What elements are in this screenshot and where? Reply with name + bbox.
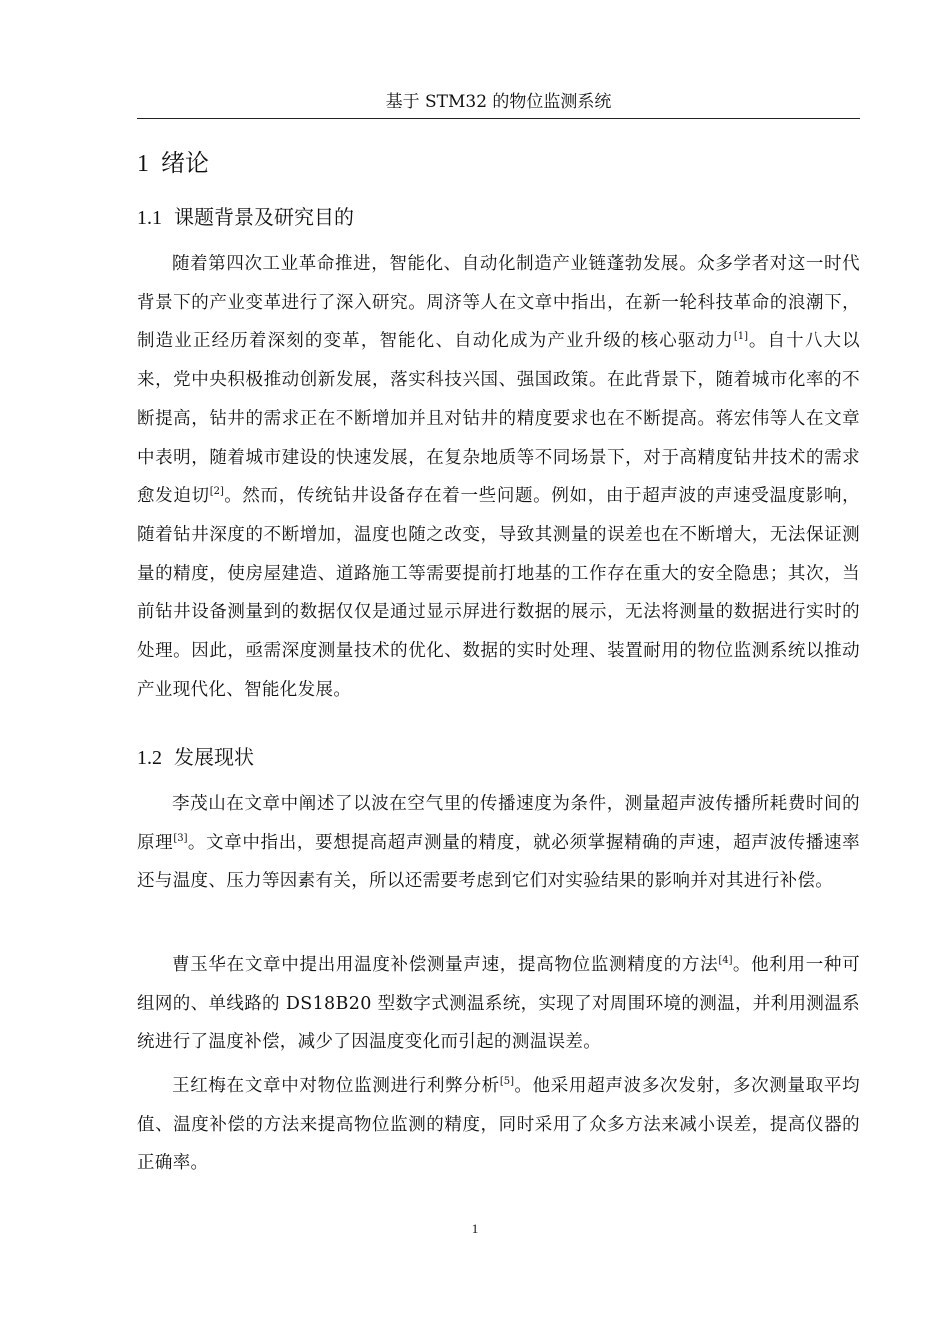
- chapter-number: 1: [137, 151, 149, 177]
- section-number: 1.2: [137, 747, 162, 769]
- chapter-title: 绪论: [161, 149, 209, 177]
- paragraph-cao-yuhua: [137, 946, 860, 1062]
- paragraph-text: 曹玉华在文章中提出用温度补偿测量声速，提高物位监测精度的方法: [172, 955, 719, 975]
- paragraph-text: 。然而，传统钻井设备存在着一些问题。例如，由于超声波的声速受温度影响，随着钻井深度的不断增加，温度也随之改变，导致其测量的误差也在不断增大，无法保证测量的精度，使房屋建造、道路施工等需要提前打地基的工作存在重大的安全隐患；其次，当前钻井设备测量到的数据仅仅是通过显示屏进行数据的展示，无法将测量的数据进行实时的处理。因此，亟需深度测量技术的优化、数据的实时处理、装置耐用的物位监测系统以推动产业现代化、智能化发展。: [137, 486, 860, 700]
- paragraph-text: 李茂山在文章中阐述了以波在空气里的传播速度为条件，测量超声波传播所耗费时间的原理: [137, 794, 860, 853]
- citation-ref: [5]: [499, 1076, 514, 1087]
- paragraph-li-maoshan: [137, 785, 860, 901]
- page-number: 1: [471, 1221, 479, 1236]
- section-number: 1.1: [137, 207, 162, 229]
- paragraph-wang-hongmei: [137, 1067, 860, 1183]
- paragraph-text: 。他采用超声波多次发射，多次测量取平均值、温度补偿的方法来提高物位监测的精度，同时采用了众多方法来减小误差，提高仪器的正确率。: [137, 1076, 860, 1174]
- section-heading-1-1: [137, 204, 354, 231]
- section-title: 发展现状: [174, 745, 254, 769]
- paragraph-text: 。文章中指出，要想提高超声测量的精度，就必须掌握精确的声速，超声波传播速率还与温度、压力等因素有关，所以还需要考虑到它们对实验结果的影响并对其进行补偿。: [137, 832, 861, 892]
- paragraph-text: 随着第四次工业革命推进，智能化、自动化制造产业链蓬勃发展。众多学者对这一时代背景下的产业变革进行了深入研究。周济等人在文章中指出，在新一轮科技革命的浪潮下，制造业正经历着深刻的变革，智能化、自动化成为产业升级的核心驱动力: [137, 254, 860, 352]
- section-heading-1-2: [137, 744, 254, 771]
- paragraph-text: 王红梅在文章中对物位监测进行利弊分析: [172, 1076, 500, 1096]
- header-rule: [137, 118, 860, 119]
- citation-ref: [2]: [209, 486, 224, 498]
- citation-ref: [3]: [173, 832, 188, 844]
- section-title: 课题背景及研究目的: [174, 205, 354, 229]
- citation-ref: [4]: [718, 955, 733, 966]
- paragraph-text: 。他利用一种可组网的、单线路的 DS18B20 型数字式测温系统，实现了对周围环境的测温，并利用测温系统进行了温度补偿，减少了因温度变化而引起的测温误差。: [137, 955, 860, 1053]
- citation-ref: [1]: [733, 331, 749, 343]
- chapter-heading: [137, 148, 209, 179]
- running-header: 基于 STM32 的物位监测系统: [385, 92, 612, 112]
- paragraph-text: 。自十八大以来，党中央积极推动创新发展，落实科技兴国、强国政策。在此背景下，随着城市化率的不断提高，钻井的需求正在不断增加并且对钻井的精度要求也在不断提高。蒋宏伟等人在文章中表明，随着城市建设的快速发展，在复杂地质等不同场景下，对于高精度钻井技术的需求愈发迫切: [137, 331, 860, 507]
- paragraph-background: [137, 245, 860, 709]
